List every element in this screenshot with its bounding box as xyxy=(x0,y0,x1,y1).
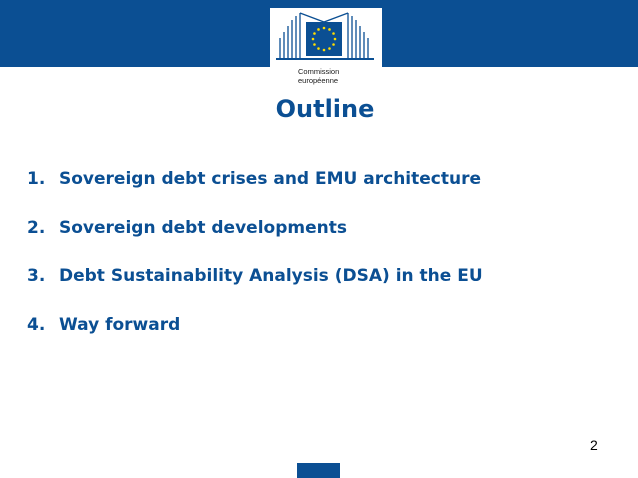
item-number: 4. xyxy=(27,314,46,335)
item-text: Way forward xyxy=(59,314,181,335)
commission-logo xyxy=(270,8,382,90)
star-icon xyxy=(317,47,320,50)
item-text: Sovereign debt crises and EMU architecture xyxy=(59,169,482,189)
star-icon xyxy=(332,32,335,35)
star-icon xyxy=(328,28,331,31)
slide-title: Outline xyxy=(275,95,375,123)
outline-item-3 xyxy=(27,265,483,314)
logo-text xyxy=(298,68,339,85)
star-icon xyxy=(312,38,315,41)
logo-line-2: européenne xyxy=(298,75,339,85)
star-icon xyxy=(313,32,316,35)
star-icon xyxy=(323,27,326,30)
page-number: 2 xyxy=(590,437,598,453)
star-icon xyxy=(334,38,337,41)
star-icon xyxy=(328,47,331,50)
star-icon xyxy=(332,43,335,46)
item-number: 1. xyxy=(27,169,46,189)
item-number: 3. xyxy=(27,266,46,286)
outline-item-2 xyxy=(27,217,483,266)
star-icon xyxy=(323,49,326,52)
footer-bar xyxy=(297,463,340,478)
item-text: Debt Sustainability Analysis (DSA) in the EU xyxy=(59,266,483,286)
star-icon xyxy=(313,43,316,46)
item-text: Sovereign debt developments xyxy=(59,217,347,238)
eu-flag-building-icon xyxy=(270,8,382,68)
item-number: 2. xyxy=(27,217,46,238)
star-icon xyxy=(317,28,320,31)
outline-item-4 xyxy=(27,314,483,363)
logo-line-1: Commission xyxy=(298,67,340,76)
outline-item-1 xyxy=(27,168,483,217)
outline-list xyxy=(27,168,483,362)
